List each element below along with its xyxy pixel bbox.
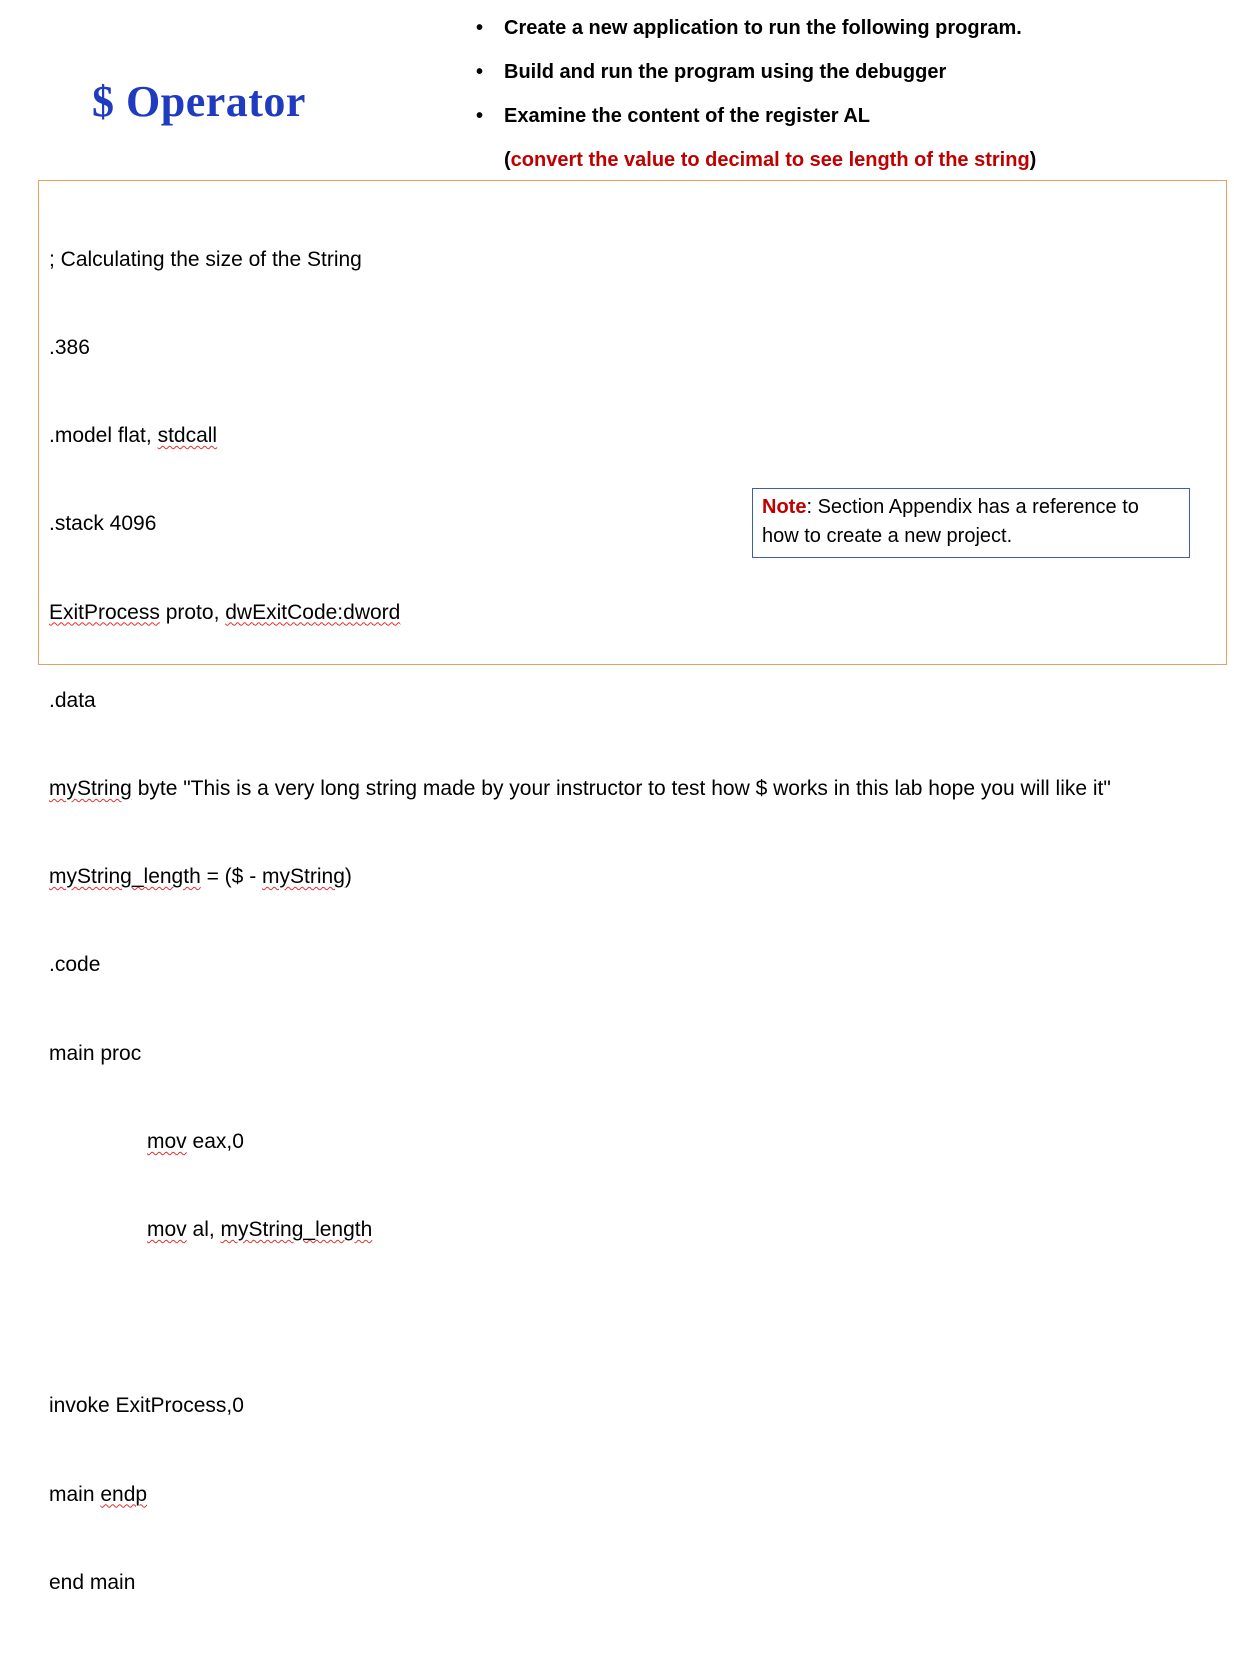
- code-listing: [49, 186, 1111, 1656]
- bullet-icon: •: [476, 61, 484, 83]
- instruction-text: Create a new application to run the following program.: [504, 17, 1022, 39]
- code-line: .model flat, stdcall: [49, 424, 218, 448]
- slide-title: $ Operator: [92, 77, 306, 126]
- code-line: mov eax,0: [147, 1129, 244, 1153]
- code-line: .stack 4096: [49, 512, 157, 536]
- instruction-item: [470, 100, 1022, 144]
- code-line: .code: [49, 953, 101, 977]
- code-line: ExitProcess proto, dwExitCode:dword: [49, 600, 401, 624]
- code-line: main endp: [49, 1482, 148, 1506]
- instruction-item: [470, 12, 1022, 56]
- note-box: [752, 488, 1190, 558]
- code-line: ; Calculating the size of the String: [49, 247, 362, 271]
- code-line: main proc: [49, 1041, 142, 1065]
- instruction-text: Examine the content of the register AL: [504, 105, 870, 127]
- code-listing-box: [38, 180, 1227, 1594]
- bullet-icon: •: [476, 17, 484, 39]
- code-line-blank: [49, 1303, 1111, 1332]
- conversion-hint-text: convert the value to decimal to see length of the string: [510, 149, 1030, 171]
- bullet-icon: •: [476, 105, 484, 127]
- note-label: Note: [762, 496, 807, 518]
- code-line: .386: [49, 336, 90, 360]
- instruction-list: [470, 12, 1022, 144]
- code-line: invoke ExitProcess,0: [49, 1394, 244, 1418]
- code-line: myString byte "This is a very long string made by your instructor to test how $ works in this lab hope you will like it": [49, 777, 1111, 801]
- instruction-text: Build and run the program using the debugger: [504, 61, 947, 83]
- instruction-item: [470, 56, 1022, 100]
- code-line: .data: [49, 688, 96, 712]
- conversion-hint: (convert the value to decimal to see length of the string): [504, 149, 1037, 171]
- note-text: : Section Appendix has a reference to how to create a new project.: [762, 496, 1139, 547]
- code-line: mov al, myString_length: [147, 1218, 373, 1242]
- code-line: myString_length = ($ - myString): [49, 865, 352, 889]
- code-line: end main: [49, 1570, 136, 1594]
